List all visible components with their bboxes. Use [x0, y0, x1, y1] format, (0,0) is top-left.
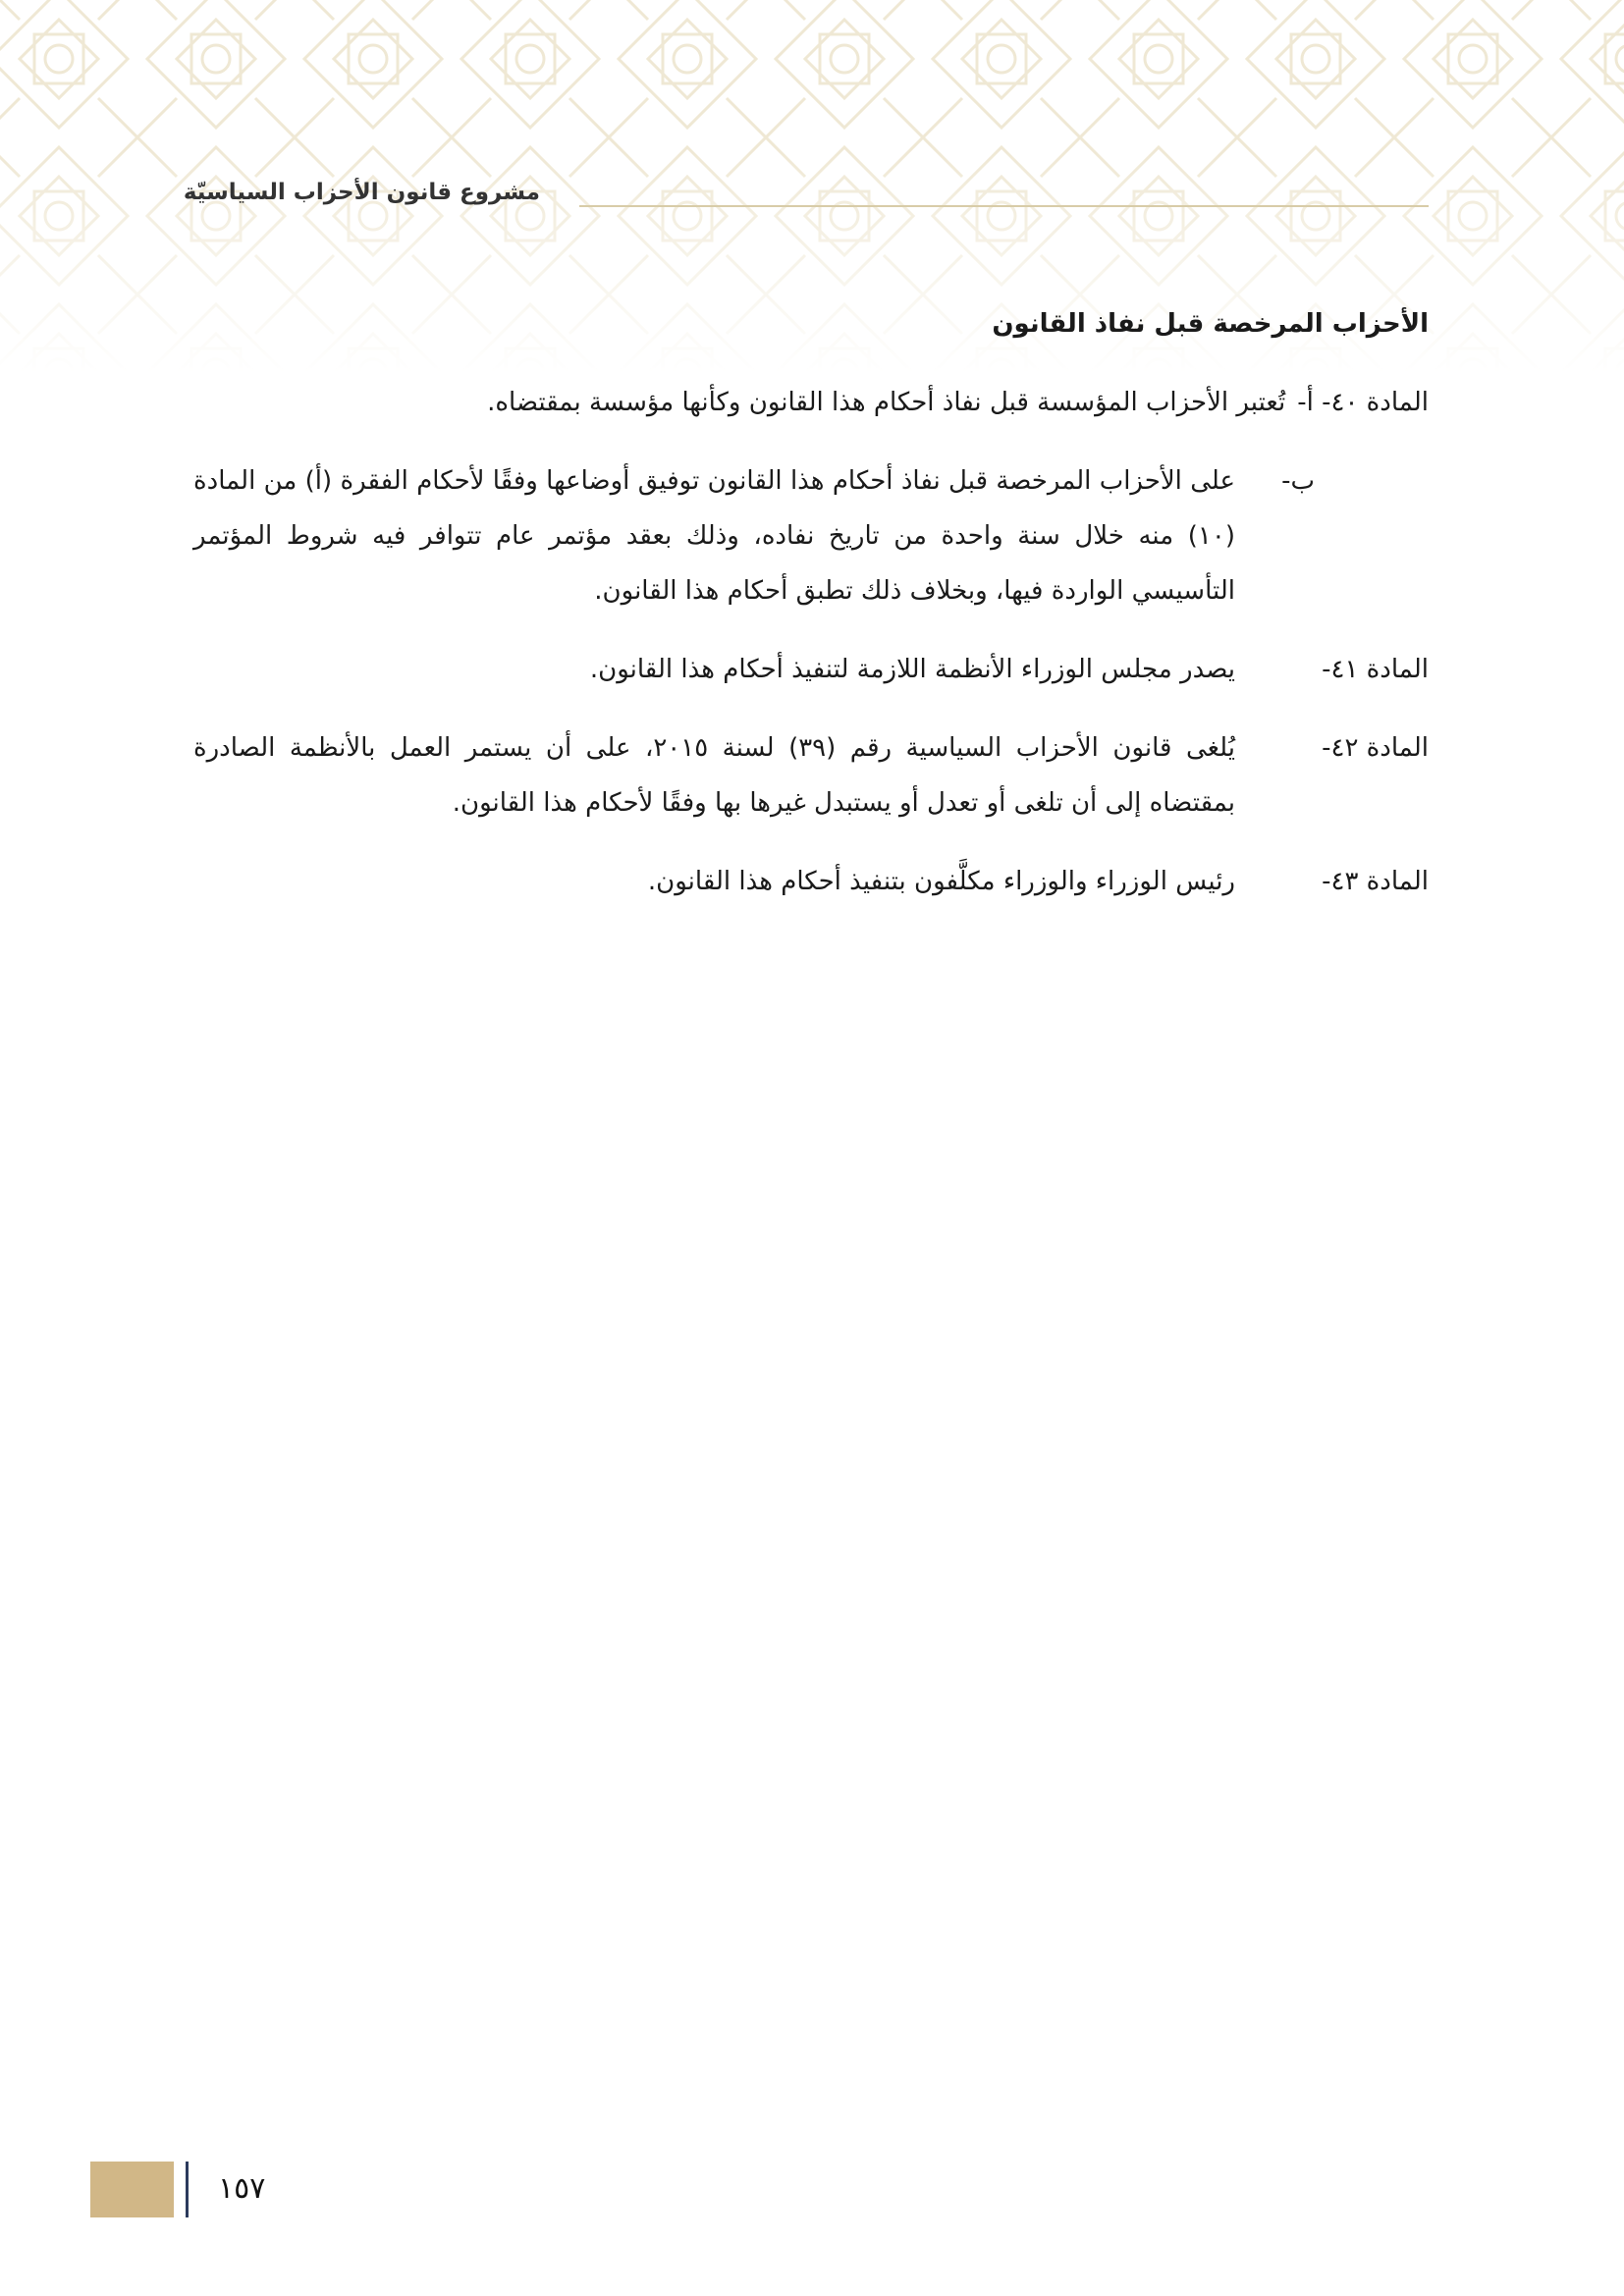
article-40b	[193, 454, 1429, 618]
article-label: المادة ٤٣-	[1322, 867, 1429, 896]
page-number: ١٥٧	[218, 2171, 266, 2206]
article-label: المادة ٤٠- أ-	[1297, 388, 1429, 417]
section-title: الأحزاب المرخصة قبل نفاذ القانون	[992, 309, 1429, 339]
articles-list	[193, 375, 1429, 933]
article-42	[193, 721, 1429, 830]
header-divider	[579, 205, 1429, 207]
footer-divider-bar	[186, 2162, 189, 2217]
article-line	[193, 375, 1429, 430]
article-text: على الأحزاب المرخصة قبل نفاذ أحكام هذا القانون توفيق أوضاعها وفقًا لأحكام الفقرة (أ) من المادة (١٠) منه خلال سنة واحدة من تاريخ نفاده، وذلك بعقد مؤتمر عام تتوافر فيه شروط المؤتمر التأسيسي الواردة فيها، وبخلاف ذلك تطبق أحكام هذا القانون.	[193, 466, 1235, 606]
article-40a	[193, 375, 1429, 430]
article-41	[193, 642, 1429, 697]
article-43	[193, 854, 1429, 909]
article-text: يصدر مجلس الوزراء الأنظمة اللازمة لتنفيذ أحكام هذا القانون.	[589, 655, 1235, 684]
article-text: تُعتبر الأحزاب المؤسسة قبل نفاذ أحكام هذا القانون وكأنها مؤسسة بمقتضاه.	[487, 388, 1286, 417]
article-label: المادة ٤٢-	[1322, 733, 1429, 763]
article-text: رئيس الوزراء والوزراء مكلَّفون بتنفيذ أحكام هذا القانون.	[647, 867, 1235, 896]
article-label: ب-	[1281, 466, 1315, 496]
article-label: المادة ٤١-	[1322, 655, 1429, 684]
running-header-title: مشروع قانون الأحزاب السياسيّة	[183, 180, 540, 205]
footer-accent-block	[90, 2162, 174, 2217]
article-text: يُلغى قانون الأحزاب السياسية رقم (٣٩) لسنة ٢٠١٥، على أن يستمر العمل بالأنظمة الصادرة بمقتضاه إلى أن تلغى أو تعدل أو يستبدل غيرها بها وفقًا لأحكام هذا القانون.	[193, 733, 1236, 818]
